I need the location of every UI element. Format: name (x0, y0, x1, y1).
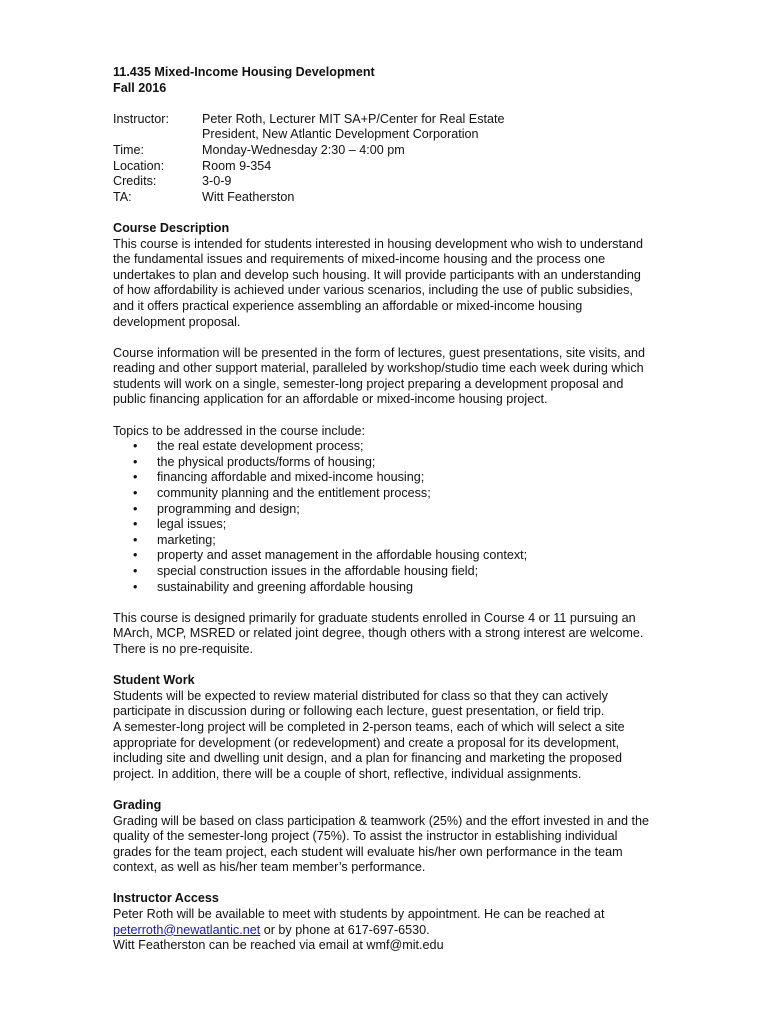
grading-heading: Grading (113, 797, 162, 812)
credits-row (113, 174, 653, 190)
ta-row (113, 190, 653, 206)
bullet: • (133, 454, 138, 469)
instructor-value: Peter Roth, Lecturer MIT SA+P/Center for Real Estate (202, 111, 505, 126)
ta-contact-line: Witt Featherston can be reached via email at wmf@mit.edu (113, 938, 444, 953)
time-value: Monday-Wednesday 2:30 – 4:00 pm (202, 142, 405, 157)
bullet: • (133, 470, 138, 485)
location-value: Room 9-354 (202, 158, 272, 173)
student-work-heading: Student Work (113, 673, 195, 688)
instructor-row (113, 112, 653, 128)
list-item: • programming and design; (113, 502, 653, 518)
bullet: • (133, 517, 138, 532)
course-description-paragraph: This course is intended for students interested in housing development who wish to understand the fundamental issues and requirements of mixed-income housing and the process one undertakes to plan and develop such housing. It will provide participants with an understanding of how affordability is achieved under various scenarios, including the use of public subsidies, and it offers practical experience assembling an affordable or mixed-income housing development proposal. (113, 236, 643, 329)
instructor-title: President, New Atlantic Development Corporation (202, 127, 479, 142)
bullet: • (133, 501, 138, 516)
bullet: • (133, 564, 138, 578)
bullet: • (133, 486, 138, 501)
ta-value: Witt Featherston (202, 189, 295, 204)
course-info (113, 112, 653, 206)
list-item: • property and asset management in the affordable housing context; (113, 548, 653, 564)
list-item: • special construction issues in the affordable housing field; (113, 564, 653, 580)
instructor-access-line: Peter Roth will be available to meet with students by appointment. He can be reached at (113, 907, 605, 922)
grading-paragraph: Grading will be based on class participation & teamwork (25%) and the effort invested in and the quality of the semester-long project (75%). To assist the instructor in establishing individual grades for the team project, each student will evaluate his/her own performance in the team context, as well as his/her team member’s performance. (113, 813, 650, 875)
list-item: • the real estate development process; (113, 439, 653, 455)
time-label: Time: (113, 142, 145, 157)
bullet: • (133, 579, 138, 594)
course-term: Fall 2016 (113, 80, 167, 95)
instructor-access-heading: Instructor Access (113, 891, 219, 906)
ta-label: TA: (113, 189, 132, 204)
instructor-contact-line (113, 923, 653, 939)
syllabus-content (113, 65, 653, 954)
location-label: Location: (113, 158, 165, 173)
instructor-label: Instructor: (113, 111, 169, 126)
location-row (113, 159, 653, 175)
list-item: • legal issues; (113, 517, 653, 533)
topics-intro: Topics to be addressed in the course include: (113, 423, 366, 438)
instructor-row-2 (113, 127, 653, 143)
list-item: • sustainability and greening affordable housing (113, 580, 653, 596)
list-item: • the physical products/forms of housing; (113, 455, 653, 471)
bullet: • (133, 548, 138, 563)
student-work-paragraph-1: Students will be expected to review material distributed for class so that they can actively participate in discussion during or following each lecture, guest presentation, or field trip. (113, 688, 608, 719)
course-format-paragraph: Course information will be presented in the form of lectures, guest presentations, site visits, and reading and other support material, paralleled by workshop/studio time each week during which students will work on a single, semester-long project preparing a development proposal and public financing application for an affordable or mixed-income housing project. (113, 345, 645, 407)
time-row (113, 143, 653, 159)
student-work-paragraph-2: A semester-long project will be completed in 2-person teams, each of which will select a site appropriate for development (or redevelopment) and create a proposal for its development, including site and dwelling unit design, and a plan for financing and marketing the proposed project. In addition, there will be a couple of short, reflective, individual assignments. (113, 719, 625, 781)
audience-paragraph: This course is designed primarily for graduate students enrolled in Course 4 or 11 pursuing an MArch, MCP, MSRED or related joint degree, though others with a strong interest are welcome. There is no pre-requisite. (113, 610, 644, 656)
instructor-phone: or by phone at 617-697-6530. (260, 922, 430, 937)
bullet: • (133, 532, 138, 547)
course-title: 11.435 Mixed-Income Housing Development (113, 65, 375, 79)
instructor-email-link[interactable]: peterroth@newatlantic.net (113, 922, 261, 937)
course-description-heading: Course Description (113, 220, 230, 235)
list-item: • financing affordable and mixed-income housing; (113, 470, 653, 486)
list-item: • marketing; (113, 533, 653, 549)
credits-value: 3-0-9 (202, 174, 232, 189)
list-item: • community planning and the entitlement process; (113, 486, 653, 502)
topics-list (113, 439, 653, 595)
bullet: • (133, 439, 138, 454)
credits-label: Credits: (113, 174, 157, 189)
